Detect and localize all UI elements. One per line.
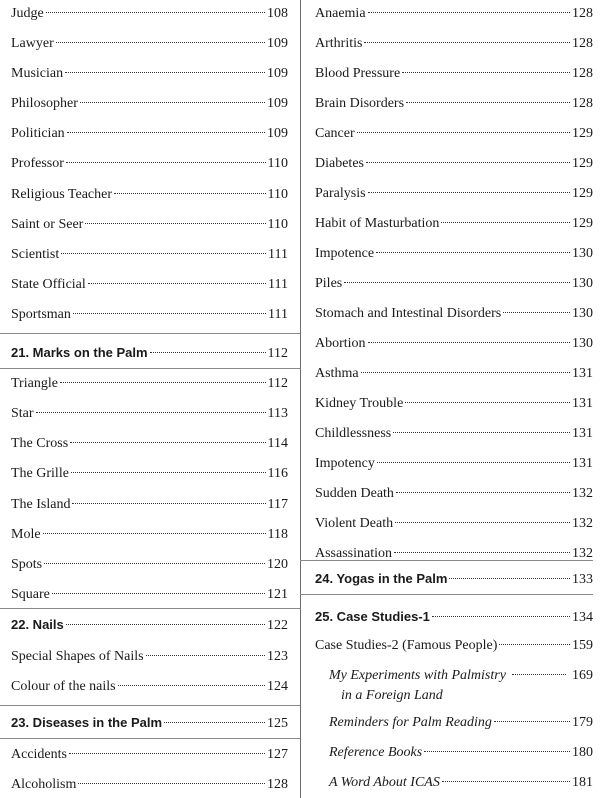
toc-entry-page: 129 — [572, 216, 593, 231]
toc-entry-page: 112 — [267, 346, 288, 361]
dot-leader — [44, 563, 265, 564]
toc-entry-title: Abortion — [315, 336, 366, 351]
toc-entry[interactable] — [11, 648, 288, 666]
dot-leader — [512, 674, 566, 675]
toc-entry-page: 128 — [267, 777, 288, 792]
toc-entry-title: Spots — [11, 557, 43, 572]
dot-leader — [52, 593, 265, 594]
toc-entry[interactable] — [11, 678, 288, 696]
toc-entry-title: Assassination — [315, 546, 392, 561]
toc-subentry[interactable] — [329, 774, 593, 792]
toc-entry-title: Alcoholism — [11, 777, 77, 792]
toc-entry-title: Habit of Masturbation — [315, 216, 440, 231]
toc-entry[interactable] — [315, 95, 593, 113]
toc-entry[interactable] — [11, 496, 288, 514]
dot-leader — [73, 313, 266, 314]
dot-leader — [394, 552, 570, 553]
toc-entry-page: 128 — [572, 36, 593, 51]
toc-entry-page: 122 — [267, 618, 288, 633]
toc-entry-page: 133 — [572, 572, 593, 587]
toc-entry-title: 23. Diseases in the Palm — [11, 715, 163, 730]
toc-entry[interactable] — [11, 306, 288, 324]
toc-entry-title: Star — [11, 406, 34, 421]
toc-chapter-entry[interactable] — [11, 616, 288, 635]
toc-right-column — [315, 0, 593, 798]
toc-entry-title: Reminders for Palm Reading — [329, 715, 492, 730]
toc-entry[interactable] — [11, 526, 288, 544]
toc-entry[interactable] — [315, 155, 593, 173]
toc-entry[interactable] — [315, 335, 593, 353]
dot-leader — [46, 12, 265, 13]
dot-leader — [344, 282, 570, 283]
toc-entry-page: 112 — [267, 376, 288, 391]
toc-entry[interactable] — [315, 425, 593, 443]
dot-leader — [72, 503, 265, 504]
toc-entry[interactable] — [11, 435, 288, 453]
toc-entry-page: 132 — [572, 546, 593, 561]
toc-entry-title: Musician — [11, 66, 64, 81]
toc-entry[interactable] — [315, 125, 593, 143]
toc-entry-title: Judge — [11, 6, 44, 21]
section-separator — [300, 594, 593, 595]
toc-entry[interactable] — [11, 35, 288, 53]
toc-entry-title: Special Shapes of Nails — [11, 649, 144, 664]
toc-entry-page: 129 — [572, 156, 593, 171]
dot-leader — [88, 283, 266, 284]
toc-entry-title: Impotency — [315, 456, 375, 471]
toc-entry-title: The Island — [11, 497, 71, 512]
dot-leader — [368, 192, 570, 193]
dot-leader — [118, 685, 265, 686]
toc-entry[interactable] — [11, 65, 288, 83]
dot-leader — [364, 42, 570, 43]
toc-entry-page: 169 — [572, 668, 593, 683]
toc-entry-page: 180 — [572, 745, 593, 760]
dot-leader — [361, 372, 570, 373]
toc-entry-page: 109 — [267, 66, 288, 81]
toc-entry-title: Case Studies-2 (Famous People) — [315, 638, 498, 653]
toc-entry[interactable] — [11, 246, 288, 264]
section-separator — [0, 368, 300, 369]
dot-leader — [449, 578, 570, 579]
dot-leader — [114, 193, 266, 194]
toc-entry-page: 129 — [572, 186, 593, 201]
toc-entry[interactable] — [315, 365, 593, 383]
toc-entry-title: Colour of the nails — [11, 679, 116, 694]
toc-chapter-entry[interactable] — [11, 714, 288, 733]
dot-leader — [395, 522, 570, 523]
dot-leader — [146, 655, 265, 656]
dot-leader — [393, 432, 570, 433]
dot-leader — [78, 783, 265, 784]
dot-leader — [499, 644, 570, 645]
dot-leader — [442, 781, 570, 782]
toc-entry[interactable] — [315, 637, 593, 655]
toc-entry[interactable] — [11, 465, 288, 483]
dot-leader — [376, 252, 570, 253]
toc-entry-title: Philosopher — [11, 96, 78, 111]
dot-leader — [85, 223, 265, 224]
dot-leader — [368, 12, 570, 13]
toc-entry-title-line1: My Experiments with Palmistry — [329, 668, 506, 683]
section-separator — [0, 705, 300, 706]
dot-leader — [71, 472, 266, 473]
dot-leader — [65, 72, 265, 73]
toc-entry[interactable] — [315, 185, 593, 203]
toc-entry-page: 130 — [572, 306, 593, 321]
toc-entry-page: 110 — [267, 187, 288, 202]
section-separator — [0, 738, 300, 739]
dot-leader — [368, 342, 570, 343]
toc-entry-title: State Official — [11, 277, 86, 292]
dot-leader — [424, 751, 570, 752]
dot-leader — [61, 253, 266, 254]
dot-leader — [396, 492, 570, 493]
toc-entry[interactable] — [11, 276, 288, 294]
toc-entry[interactable] — [11, 405, 288, 423]
toc-entry-page: 124 — [267, 679, 288, 694]
toc-entry-title: Lawyer — [11, 36, 54, 51]
toc-entry-page: 131 — [572, 426, 593, 441]
toc-entry-title: Mole — [11, 527, 41, 542]
dot-leader — [366, 162, 570, 163]
toc-entry[interactable] — [11, 186, 288, 204]
toc-entry-title: A Word About ICAS — [329, 775, 440, 790]
toc-entry[interactable] — [11, 125, 288, 143]
toc-subentry[interactable] — [329, 744, 593, 762]
toc-entry-title: Blood Pressure — [315, 66, 401, 81]
toc-entry-title: 22. Nails — [11, 617, 64, 632]
toc-entry-title: Asthma — [315, 366, 359, 381]
section-separator — [0, 333, 300, 334]
toc-entry-page: 125 — [267, 716, 288, 731]
toc-entry[interactable] — [315, 5, 593, 23]
toc-entry-page: 179 — [572, 715, 593, 730]
dot-leader — [80, 102, 265, 103]
dot-leader — [494, 721, 570, 722]
toc-entry-page: 128 — [572, 66, 593, 81]
toc-entry-title: Childlessness — [315, 426, 392, 441]
dot-leader — [66, 624, 265, 625]
toc-entry-page: 132 — [572, 486, 593, 501]
toc-entry[interactable] — [11, 5, 288, 23]
toc-entry-page: 127 — [267, 747, 288, 762]
toc-entry-title: Kidney Trouble — [315, 396, 404, 411]
toc-entry-page: 109 — [267, 96, 288, 111]
toc-entry-title: Brain Disorders — [315, 96, 405, 111]
toc-entry-title: Triangle — [11, 376, 58, 391]
toc-entry-page: 131 — [572, 366, 593, 381]
dot-leader — [405, 402, 570, 403]
dot-leader — [66, 162, 266, 163]
toc-entry-page: 108 — [267, 6, 288, 21]
dot-leader — [377, 462, 570, 463]
toc-entry[interactable] — [11, 776, 288, 794]
toc-entry-page: 114 — [267, 436, 288, 451]
toc-entry[interactable] — [11, 95, 288, 113]
toc-chapter-entry[interactable] — [315, 608, 593, 627]
dot-leader — [69, 753, 265, 754]
toc-entry-page: 130 — [572, 276, 593, 291]
column-divider — [300, 0, 301, 798]
toc-entry-title: Diabetes — [315, 156, 364, 171]
toc-entry-title: 25. Case Studies-1 — [315, 609, 430, 624]
toc-entry-page: 111 — [268, 277, 288, 292]
toc-entry[interactable] — [11, 375, 288, 393]
toc-entry-page: 111 — [268, 307, 288, 322]
dot-leader — [150, 352, 266, 353]
toc-entry[interactable] — [11, 586, 288, 604]
dot-leader — [70, 442, 265, 443]
toc-entry-title: Politician — [11, 126, 65, 141]
toc-entry-title: 24. Yogas in the Palm — [315, 571, 448, 586]
toc-entry-page: 117 — [267, 497, 288, 512]
toc-entry-page: 120 — [267, 557, 288, 572]
toc-entry-title: Religious Teacher — [11, 187, 113, 202]
toc-entry-title: Violent Death — [315, 516, 394, 531]
toc-entry-title: Square — [11, 587, 50, 602]
toc-entry-page: 130 — [572, 336, 593, 351]
toc-entry-title: Reference Books — [329, 745, 423, 760]
toc-entry[interactable] — [315, 65, 593, 83]
dot-leader — [402, 72, 570, 73]
toc-entry-page: 110 — [267, 156, 288, 171]
toc-entry-page: 131 — [572, 396, 593, 411]
toc-entry[interactable] — [315, 35, 593, 53]
toc-entry-page: 121 — [267, 587, 288, 602]
toc-entry[interactable] — [11, 556, 288, 574]
toc-entry-title: Sportsman — [11, 307, 71, 322]
toc-entry-page: 130 — [572, 246, 593, 261]
toc-entry-page: 129 — [572, 126, 593, 141]
toc-entry-page: 128 — [572, 96, 593, 111]
toc-entry-title-line2: in a Foreign Land — [341, 688, 443, 703]
toc-entry-page: 109 — [267, 126, 288, 141]
toc-entry-title: Piles — [315, 276, 343, 291]
toc-entry-page: 123 — [267, 649, 288, 664]
toc-entry[interactable] — [315, 305, 593, 323]
toc-entry-title: 21. Marks on the Palm — [11, 345, 148, 360]
toc-entry-page: 134 — [572, 610, 593, 625]
toc-entry-page: 181 — [572, 775, 593, 790]
toc-entry-title: The Cross — [11, 436, 69, 451]
toc-entry-title: Cancer — [315, 126, 355, 141]
toc-entry[interactable] — [11, 155, 288, 173]
toc-entry-title: Accidents — [11, 747, 67, 762]
toc-left-column — [11, 0, 288, 798]
toc-entry[interactable] — [315, 215, 593, 233]
dot-leader — [432, 616, 570, 617]
toc-subentry[interactable] — [329, 666, 593, 706]
toc-entry-page: 131 — [572, 456, 593, 471]
toc-entry-page: 113 — [267, 406, 288, 421]
toc-entry-page: 116 — [267, 466, 288, 481]
toc-entry-page: 132 — [572, 516, 593, 531]
toc-entry-title: The Grille — [11, 466, 69, 481]
toc-entry-page: 109 — [267, 36, 288, 51]
section-separator — [300, 560, 593, 561]
toc-entry-title: Impotence — [315, 246, 375, 261]
dot-leader — [60, 382, 266, 383]
dot-leader — [43, 533, 266, 534]
toc-entry[interactable] — [11, 216, 288, 234]
toc-entry[interactable] — [11, 746, 288, 764]
toc-entry-title: Scientist — [11, 247, 60, 262]
toc-entry[interactable] — [315, 395, 593, 413]
dot-leader — [503, 312, 570, 313]
toc-chapter-entry[interactable] — [11, 344, 288, 363]
section-separator — [0, 608, 300, 609]
dot-leader — [56, 42, 265, 43]
toc-entry-title: Sudden Death — [315, 486, 394, 501]
toc-entry-title: Paralysis — [315, 186, 366, 201]
toc-subentry[interactable] — [329, 714, 593, 732]
dot-leader — [406, 102, 570, 103]
toc-entry-page: 110 — [267, 217, 288, 232]
toc-entry-page: 118 — [267, 527, 288, 542]
dot-leader — [164, 722, 265, 723]
toc-entry[interactable] — [315, 275, 593, 293]
dot-leader — [36, 412, 266, 413]
toc-entry-title: Stomach and Intestinal Disorders — [315, 306, 502, 321]
toc-entry[interactable] — [315, 245, 593, 263]
toc-entry[interactable] — [315, 515, 593, 533]
dot-leader — [67, 132, 265, 133]
dot-leader — [357, 132, 570, 133]
toc-entry-title: Anaemia — [315, 6, 366, 21]
toc-entry-page: 111 — [268, 247, 288, 262]
toc-entry[interactable] — [315, 455, 593, 473]
toc-entry-page: 128 — [572, 6, 593, 21]
toc-entry-title: Saint or Seer — [11, 217, 84, 232]
toc-chapter-entry[interactable] — [315, 570, 593, 589]
toc-entry-title: Professor — [11, 156, 64, 171]
dot-leader — [441, 222, 570, 223]
toc-entry-title: Arthritis — [315, 36, 363, 51]
toc-entry[interactable] — [315, 485, 593, 503]
toc-entry-page: 159 — [572, 638, 593, 653]
